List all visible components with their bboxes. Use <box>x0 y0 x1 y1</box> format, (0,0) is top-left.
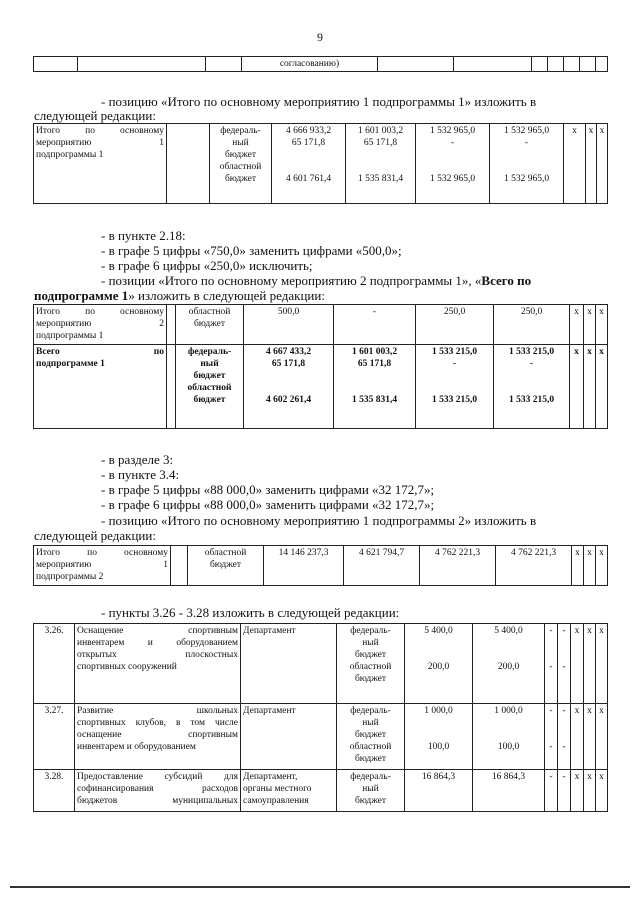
x-mark: x <box>570 305 584 345</box>
value-col5: 14 146 237,3 <box>264 546 344 586</box>
executor: Департамент <box>241 624 337 704</box>
x-mark: x <box>597 124 608 204</box>
table-total-subprogram-1 <box>33 304 608 429</box>
x-mark: x <box>584 345 596 429</box>
line-3-3: - в графе 5 цифры «88 000,0» заменить цифрами «32 172,7»; <box>101 482 435 497</box>
dash-mark: - - <box>545 624 558 704</box>
item-name: Предоставление субсидий для софинансирования расходов бюджетов муниципальных <box>75 770 241 812</box>
x-mark: x <box>584 704 596 770</box>
dash-mark: - <box>558 770 571 812</box>
x-mark: x <box>596 770 608 812</box>
paragraph-4: - пункты 3.26 - 3.28 изложить в следующей редакции: <box>101 605 400 620</box>
page-bottom-rule <box>10 886 630 888</box>
x-mark: x <box>570 345 584 429</box>
funding-source: федераль- ный бюджет областной бюджет <box>210 124 272 204</box>
value-col5: 16 864,3 <box>405 770 473 812</box>
value-col5: 5 400,0 200,0 <box>405 624 473 704</box>
x-mark: x <box>584 305 596 345</box>
x-mark: x <box>571 624 584 704</box>
value-col7: 1 533 215,0 - 1 533 215,0 <box>416 345 494 429</box>
x-mark: x <box>596 345 608 429</box>
line-2-3: - в графе 6 цифры «250,0» исключить; <box>101 258 313 273</box>
value-col6: 1 000,0 100,0 <box>473 704 545 770</box>
funding-source: федераль- ный бюджет областной бюджет <box>337 624 405 704</box>
paragraph-1a: - позицию «Итого по основному мероприятию 1 подпрограммы 1» изложить в <box>101 94 537 109</box>
value-col8: 1 533 215,0 - 1 533 215,0 <box>494 345 570 429</box>
dash-mark: - - <box>558 624 571 704</box>
table-row <box>34 704 608 770</box>
item-number: 3.27. <box>34 704 75 770</box>
table-row <box>34 624 608 704</box>
x-mark: x <box>584 546 596 586</box>
x-mark: x <box>596 704 608 770</box>
line-2-2: - в графе 5 цифры «750,0» заменить цифрами «500,0»; <box>101 243 402 258</box>
table-fragment-top <box>33 56 608 72</box>
x-mark: x <box>584 770 596 812</box>
executor: Департамент <box>241 704 337 770</box>
item-number: 3.28. <box>34 770 75 812</box>
row-label: Итого по основному мероприятию 2 подпрограммы 1 <box>34 305 167 345</box>
value-col7: 250,0 <box>416 305 494 345</box>
value-col6: 4 621 794,7 <box>344 546 420 586</box>
x-mark: x <box>564 124 586 204</box>
item-name: Развитие школьных спортивных клубов, в том числе оснащение спортивным инвентарем и оборудованием <box>75 704 241 770</box>
funding-source: областной бюджет <box>188 546 264 586</box>
dash-mark: - - <box>558 704 571 770</box>
line-3-1: - в разделе 3: <box>101 452 174 467</box>
value-col6: 5 400,0 200,0 <box>473 624 545 704</box>
funding-source: областной бюджет <box>176 305 244 345</box>
value-col6: 1 601 003,2 65 171,8 1 535 831,4 <box>346 124 416 204</box>
table-total-main-event-1-subprogram-2 <box>33 545 608 586</box>
dash-mark: - <box>545 770 558 812</box>
row-label: Итого по основному мероприятию 1 подпрограммы 1 <box>34 124 167 204</box>
row-label: Всего по подпрограмме 1 <box>34 345 167 429</box>
x-mark: x <box>572 546 584 586</box>
paragraph-2b: подпрограмме 1» изложить в следующей редакции: <box>34 288 325 303</box>
line-3-2: - в пункте 3.4: <box>101 467 180 482</box>
value-col5: 4 666 933,2 65 171,8 4 601 761,4 <box>272 124 346 204</box>
value-col5: 1 000,0 100,0 <box>405 704 473 770</box>
paragraph-3b: следующей редакции: <box>34 528 156 543</box>
fragment-text: согласованию) <box>242 57 378 72</box>
value-col6: 1 601 003,2 65 171,8 1 535 831,4 <box>334 345 416 429</box>
value-col5: 4 667 433,2 65 171,8 4 602 261,4 <box>244 345 334 429</box>
x-mark: x <box>596 624 608 704</box>
line-2-1: - в пункте 2.18: <box>101 228 186 243</box>
value-col8: 250,0 <box>494 305 570 345</box>
paragraph-1b: следующей редакции: <box>34 108 156 123</box>
x-mark: x <box>596 305 608 345</box>
table-total-main-event-1-subprogram-1 <box>33 123 608 204</box>
table-items-3-26-3-28 <box>33 623 608 812</box>
paragraph-2a: - позиции «Итого по основному мероприятию 2 подпрограммы 1», «Всего по <box>101 273 532 288</box>
item-name: Оснащение спортивным инвентарем и оборудованием открытых плоскостных спортивных сооружений <box>75 624 241 704</box>
dash-mark: - - <box>545 704 558 770</box>
item-number: 3.26. <box>34 624 75 704</box>
value-col6: - <box>334 305 416 345</box>
page-number: 9 <box>317 30 323 44</box>
line-3-4: - в графе 6 цифры «88 000,0» заменить цифрами «32 172,7»; <box>101 497 435 512</box>
x-mark: x <box>571 704 584 770</box>
value-col6: 16 864,3 <box>473 770 545 812</box>
funding-source: федераль- ный бюджет областной бюджет <box>337 704 405 770</box>
funding-source: федераль- ный бюджет областной бюджет <box>176 345 244 429</box>
x-mark: x <box>596 546 608 586</box>
value-col8: 4 762 221,3 <box>496 546 572 586</box>
x-mark: x <box>571 770 584 812</box>
funding-source: федераль- ный бюджет <box>337 770 405 812</box>
table-row <box>34 770 608 812</box>
row-label: Итого по основному мероприятию 1 подпрограммы 2 <box>34 546 171 586</box>
x-mark: x <box>586 124 597 204</box>
executor: Департамент, органы местного самоуправления <box>241 770 337 812</box>
value-col7: 1 532 965,0 - 1 532 965,0 <box>416 124 490 204</box>
paragraph-3a: - позицию «Итого по основному мероприятию 1 подпрограммы 2» изложить в <box>101 513 537 528</box>
value-col7: 4 762 221,3 <box>420 546 496 586</box>
x-mark: x <box>584 624 596 704</box>
value-col8: 1 532 965,0 - 1 532 965,0 <box>490 124 564 204</box>
value-col5: 500,0 <box>244 305 334 345</box>
